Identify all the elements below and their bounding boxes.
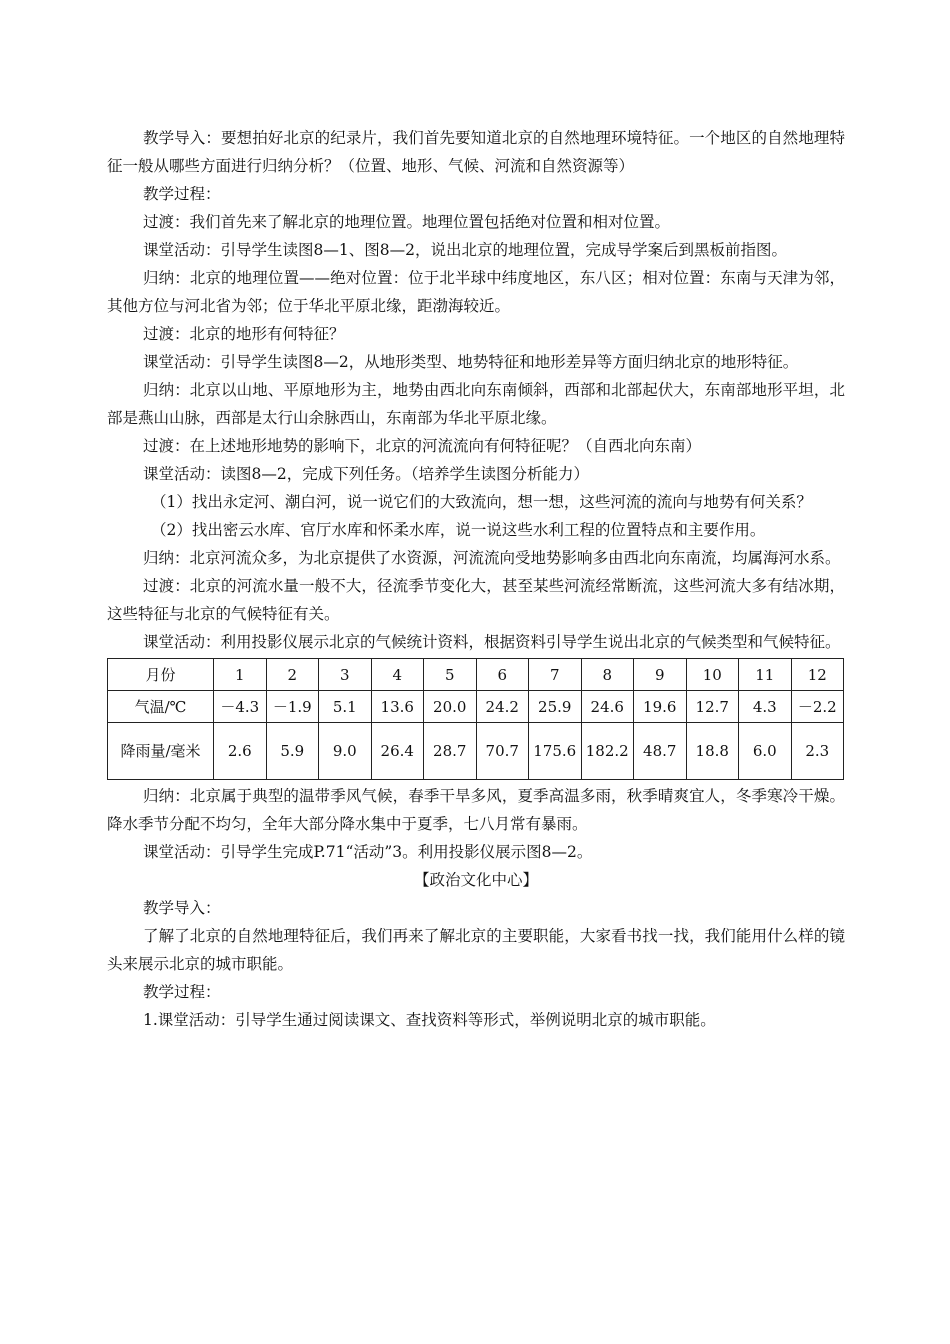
row-label-precipitation: 降雨量/毫米: [108, 723, 214, 780]
paragraph-activity-rivers: 课堂活动：读图8—2，完成下列任务。（培养学生读图分析能力）: [143, 465, 589, 483]
temperature-cell: 13.6: [371, 691, 424, 723]
precipitation-cell: 6.0: [739, 723, 792, 780]
month-cell: 7: [529, 659, 582, 691]
paragraph-transition-climate: 过渡：北京的河流水量一般不大，径流季节变化大，甚至某些河流经常断流，这些河流大多有结冰期，这些特征与北京的气候特征有关。: [107, 577, 845, 623]
temperature-cell: 19.6: [634, 691, 687, 723]
temperature-cell: －4.3: [214, 691, 267, 723]
paragraph-activity-projection: 课堂活动：引导学生完成P.71“活动”3。利用投影仪展示图8—2。: [143, 843, 593, 861]
paragraph-summary-climate: 归纳：北京属于典型的温带季风气候，春季干旱多风，夏季高温多雨，秋季晴爽宜人，冬季寒冷干燥。降水季节分配不均匀，全年大部分降水集中于夏季，七八月常有暴雨。: [107, 787, 845, 833]
precipitation-cell: 2.3: [791, 723, 844, 780]
table-row-precipitation: [108, 723, 844, 780]
row-label-month: 月份: [108, 659, 214, 691]
paragraph-teaching-process: 教学过程：: [143, 185, 221, 203]
precipitation-cell: 18.8: [686, 723, 739, 780]
paragraph-summary-rivers: 归纳：北京河流众多，为北京提供了水资源，河流流向受地势影响多由西北向东南流，均属海河水系。: [143, 549, 841, 567]
paragraph-teaching-intro: 教学导入：要想拍好北京的纪录片，我们首先要知道北京的自然地理环境特征。一个地区的自然地理特征一般从哪些方面进行归纳分析？（位置、地形、气候、河流和自然资源等）: [107, 129, 845, 175]
month-cell: 6: [476, 659, 529, 691]
precipitation-cell: 9.0: [319, 723, 372, 780]
temperature-cell: 12.7: [686, 691, 739, 723]
paragraph-activity-terrain: 课堂活动：引导学生读图8—2，从地形类型、地势特征和地形差异等方面归纳北京的地形特征。: [143, 353, 799, 371]
month-cell: 10: [686, 659, 739, 691]
paragraph-transition-terrain: 过渡：北京的地形有何特征？: [143, 325, 345, 343]
precipitation-cell: 28.7: [424, 723, 477, 780]
paragraph-city-functions-intro: 了解了北京的自然地理特征后，我们再来了解北京的主要职能，大家看书找一找，我们能用什么样的镜头来展示北京的城市职能。: [107, 927, 845, 973]
precipitation-cell: 2.6: [214, 723, 267, 780]
temperature-cell: 20.0: [424, 691, 477, 723]
month-cell: 3: [319, 659, 372, 691]
paragraph-summary-location: 归纳：北京的地理位置——绝对位置：位于北半球中纬度地区，东八区；相对位置：东南与天津为邻，其他方位与河北省为邻；位于华北平原北缘，距渤海较近。: [107, 269, 845, 315]
precipitation-cell: 70.7: [476, 723, 529, 780]
month-cell: 9: [634, 659, 687, 691]
paragraph-teaching-intro-2: 教学导入：: [143, 899, 221, 917]
temperature-cell: 24.6: [581, 691, 634, 723]
precipitation-cell: 182.2: [581, 723, 634, 780]
month-cell: 8: [581, 659, 634, 691]
month-cell: 12: [791, 659, 844, 691]
temperature-cell: －2.2: [791, 691, 844, 723]
month-cell: 11: [739, 659, 792, 691]
temperature-cell: －1.9: [266, 691, 319, 723]
paragraph-transition-rivers: 过渡：在上述地形地势的影响下，北京的河流流向有何特征呢？（自西北向东南）: [143, 437, 702, 455]
paragraph-task-2: （2）找出密云水库、官厅水库和怀柔水库，说一说这些水利工程的位置特点和主要作用。: [151, 521, 766, 539]
precipitation-cell: 48.7: [634, 723, 687, 780]
temperature-cell: 5.1: [319, 691, 372, 723]
precipitation-cell: 5.9: [266, 723, 319, 780]
temperature-cell: 24.2: [476, 691, 529, 723]
paragraph-transition-location: 过渡：我们首先来了解北京的地理位置。地理位置包括绝对位置和相对位置。: [143, 213, 671, 231]
paragraph-activity-climate: 课堂活动：利用投影仪展示北京的气候统计资料，根据资料引导学生说出北京的气候类型和气候特征。: [143, 633, 841, 651]
temperature-cell: 4.3: [739, 691, 792, 723]
paragraph-activity-location: 课堂活动：引导学生读图8—1、图8—2，说出北京的地理位置，完成导学案后到黑板前指图。: [143, 241, 787, 259]
month-cell: 4: [371, 659, 424, 691]
paragraph-teaching-process-2: 教学过程：: [143, 983, 221, 1001]
paragraph-task-1: （1）找出永定河、潮白河，说一说它们的大致流向，想一想，这些河流的流向与地势有何关系？: [151, 493, 812, 511]
table-row-temperature: [108, 691, 844, 723]
climate-table: [107, 658, 844, 780]
month-cell: 5: [424, 659, 477, 691]
precipitation-cell: 175.6: [529, 723, 582, 780]
document-body: [107, 124, 845, 1034]
precipitation-cell: 26.4: [371, 723, 424, 780]
temperature-cell: 25.9: [529, 691, 582, 723]
month-cell: 2: [266, 659, 319, 691]
paragraph-summary-terrain: 归纳：北京以山地、平原地形为主，地势由西北向东南倾斜，西部和北部起伏大，东南部地形平坦，北部是燕山山脉，西部是太行山余脉西山，东南部为华北平原北缘。: [107, 381, 845, 427]
section-title: 【政治文化中心】: [413, 871, 538, 889]
paragraph-activity-city-functions: 1.课堂活动：引导学生通过阅读课文、查找资料等形式，举例说明北京的城市职能。: [143, 1011, 716, 1029]
table-row-months: [108, 659, 844, 691]
month-cell: 1: [214, 659, 267, 691]
row-label-temperature: 气温/℃: [108, 691, 214, 723]
